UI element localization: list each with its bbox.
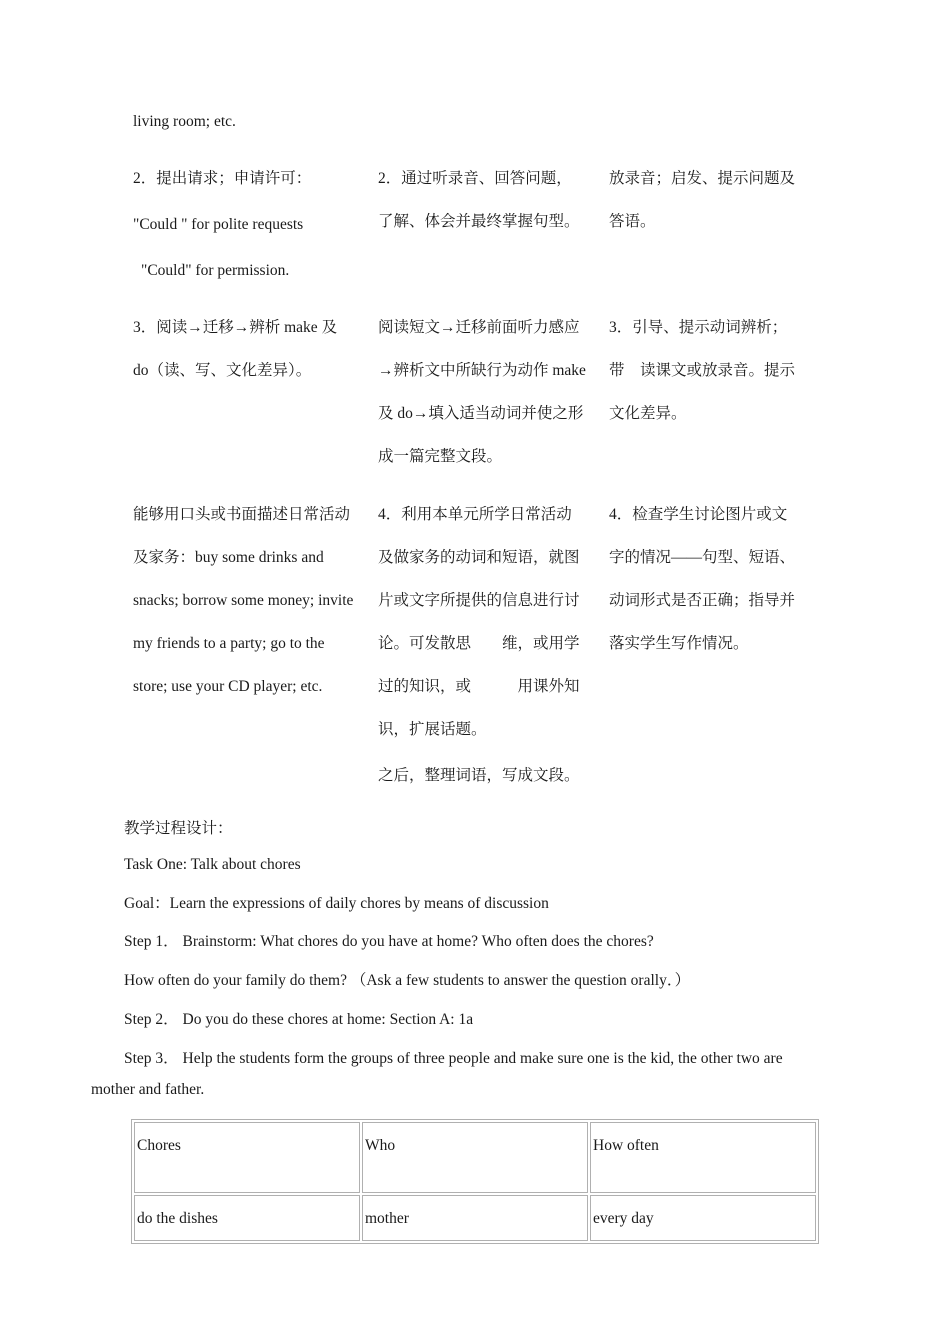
cell-chore: do the dishes: [134, 1195, 360, 1241]
row4-col2-line2: 及做家务的动词和短语，就图: [378, 549, 580, 566]
row3-col1-line1: 3．阅读→迁移→辨析 make 及: [133, 319, 338, 336]
table-header-row: [134, 1122, 816, 1193]
header-who: Who: [362, 1122, 588, 1193]
table-row: [134, 1195, 816, 1241]
step1-line1: Step 1． Brainstorm: What chores do you have at home? Who often does the chores?: [124, 933, 654, 950]
row2-col1-line2: "Could " for polite requests: [133, 216, 304, 233]
row2-col1-line3: "Could" for permission.: [141, 262, 290, 279]
goal-text: Goal：Learn the expressions of daily chores by means of discussion: [124, 895, 549, 912]
row4-col2-line3: 片或文字所提供的信息进行讨: [378, 592, 580, 609]
row4-col1-line5: store; use your CD player; etc.: [133, 678, 323, 695]
row4-col3-line2: 字的情况——句型、短语、: [609, 549, 796, 566]
carry-over-text: living room; etc.: [133, 113, 236, 130]
header-how-often: How often: [590, 1122, 816, 1193]
chores-table: [131, 1119, 819, 1244]
row4-col3-line4: 落实学生写作情况。: [609, 635, 749, 652]
row2-col1-line1: 2．提出请求；申请许可：: [133, 170, 312, 187]
row4-col2-line6: 识，扩展话题。: [378, 721, 487, 738]
step3-line1: Step 3． Help the students form the groups of three people and make sure one is the kid, the other two are: [124, 1050, 783, 1067]
row3-col2-line4: 成一篇完整文段。: [378, 448, 503, 465]
row2-col2-line2: 了解、体会并最终掌握句型。: [378, 213, 580, 230]
row2-col2-line1: 2．通过听录音、回答问题，: [378, 170, 572, 187]
row2-col3-line2: 答语。: [609, 213, 656, 230]
row4-col1-line1: 能够用口头或书面描述日常活动: [133, 506, 351, 523]
step3-line2: mother and father.: [91, 1081, 205, 1098]
cell-who: mother: [362, 1195, 588, 1241]
row4-col2-line4: 论。可发散思 维，或用学: [378, 635, 580, 652]
header-chores: Chores: [134, 1122, 360, 1193]
row3-col3-line2: 带 读课文或放录音。提示: [609, 362, 796, 379]
task-one-title: Task One: Talk about chores: [124, 856, 301, 873]
step2-text: Step 2． Do you do these chores at home: Section A: 1a: [124, 1011, 474, 1028]
row2-col3-line1: 放录音；启发、提示问题及: [609, 170, 796, 187]
step1-line2: How often do your family do them? （Ask a few students to answer the question orally．）: [124, 972, 691, 989]
row3-col3-line3: 文化差异。: [609, 405, 687, 422]
row3-col2-line2: →辨析文中所缺行为动作 make: [378, 362, 586, 379]
row4-col2-line7: 之后，整理词语，写成文段。: [378, 767, 580, 784]
row4-col2-line1: 4．利用本单元所学日常活动: [378, 506, 572, 523]
cell-how-often: every day: [590, 1195, 816, 1241]
row4-col2-line5: 过的知识，或 用课外知: [378, 678, 580, 695]
row4-col1-line4: my friends to a party; go to the: [133, 635, 325, 652]
row3-col3-line1: 3．引导、提示动词辨析；: [609, 319, 788, 336]
row3-col2-line1: 阅读短文→迁移前面听力感应: [378, 319, 580, 336]
row3-col1-line2: do（读、写、文化差异）。: [133, 362, 312, 379]
row4-col1-line2: 及家务：buy some drinks and: [133, 549, 324, 566]
process-heading: 教学过程设计：: [124, 820, 233, 837]
row4-col1-line3: snacks; borrow some money; invite: [133, 592, 354, 609]
row4-col3-line3: 动词形式是否正确；指导并: [609, 592, 796, 609]
row4-col3-line1: 4．检查学生讨论图片或文: [609, 506, 788, 523]
row3-col2-line3: 及 do→填入适当动词并使之形: [378, 405, 584, 422]
